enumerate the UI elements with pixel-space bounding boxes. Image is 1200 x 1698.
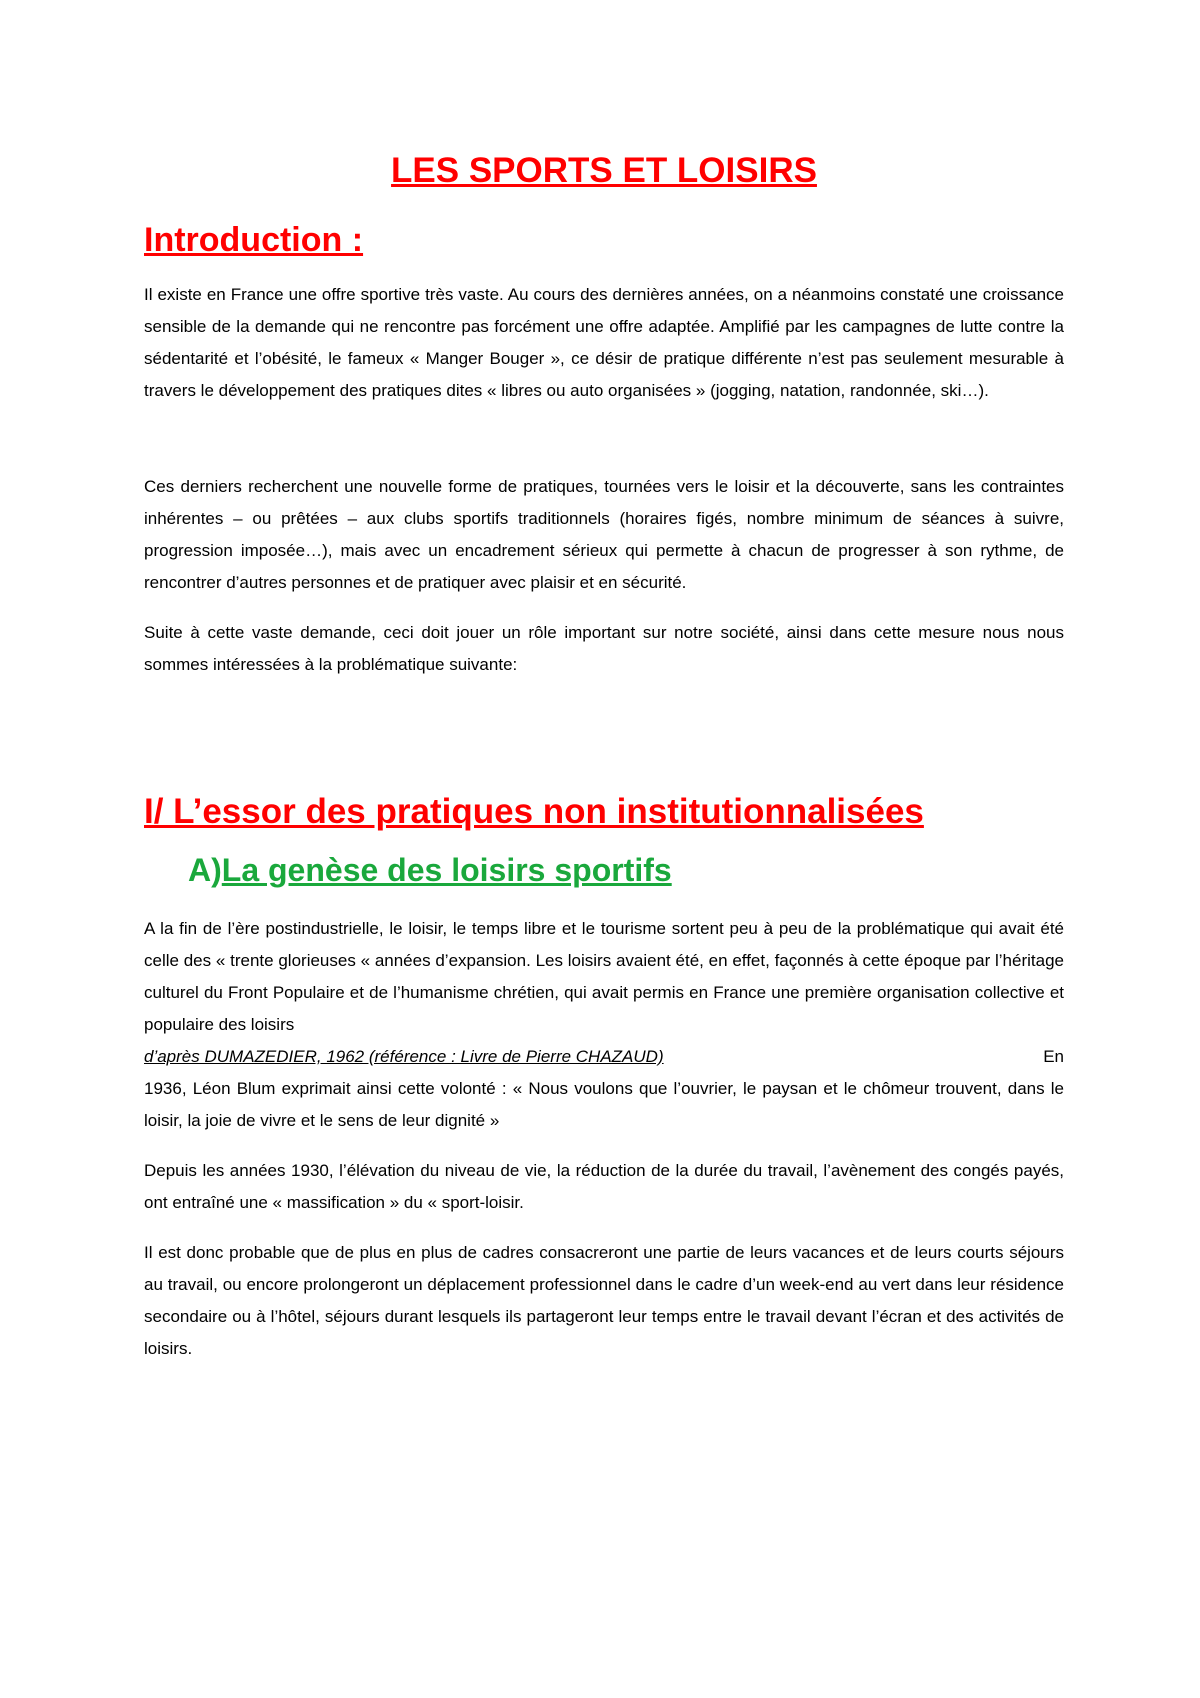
reference-line — [144, 1041, 1064, 1073]
document-title: LES SPORTS ET LOISIRS — [391, 151, 817, 190]
section-paragraph-1: A la fin de l’ère postindustrielle, le loisir, le temps libre et le tourisme sortent peu à peu de la problématique qui avait été celle des « trente glorieuses « années d’expansion. Les loisirs avaient été, en effet, façonnés à cette époque par l’héritage culturel du Front Populaire et de l’humanisme chrétien, qui avait permis en France une première organisation collective et populaire des loisirs — [144, 919, 1064, 1035]
intro-paragraph-1: Il existe en France une offre sportive très vaste. Au cours des dernières années, on a néanmoins constaté une croissance sensible de la demande qui ne rencontre pas forcément une offre adaptée. Amplifié par les campagnes de lutte contre la sédentarité et l’obésité, le fameux « Manger Bouger », ce désir de pratique différente n’est pas seulement mesurable à travers le développement des pratiques dites « libres ou auto organisées » (jogging, natation, randonnée, ski…). — [144, 284, 1064, 400]
introduction-heading: Introduction : — [144, 221, 364, 259]
subsection-letter: A) — [188, 851, 222, 888]
intro-paragraph-3: Suite à cette vaste demande, ceci doit jouer un rôle important sur notre société, ainsi dans cette mesure nous nous sommes intéressées à la problématique suivante: — [144, 622, 1064, 674]
reference-trailing-word: En — [1043, 1047, 1064, 1067]
subsection-title: La genèse des loisirs sportifs — [221, 851, 672, 888]
intro-paragraph-2: Ces derniers recherchent une nouvelle forme de pratiques, tournées vers le loisir et la découverte, sans les contraintes inhérentes – ou prêtées – aux clubs sportifs traditionnels (horaires figés, nombre minimum de séances à suivre, progression imposée…), mais avec un encadrement sérieux qui permette à chacun de progresser à son rythme, de rencontrer d’autres personnes et de pratiquer avec plaisir et en sécurité. — [144, 476, 1064, 592]
section-paragraph-3: Il est donc probable que de plus en plus de cadres consacreront une partie de leurs vacances et de leurs courts séjours au travail, ou encore prolongeront un déplacement professionnel dans le cadre d’un week-end au vert dans leur résidence secondaire ou à l’hôtel, séjours durant lesquels ils partageront leur temps entre le travail devant l’écran et des activités de loisirs. — [144, 1243, 1064, 1359]
section-heading: I/ L’essor des pratiques non institutionnalisées — [144, 791, 924, 831]
subsection-heading — [188, 851, 1064, 889]
section-paragraph-1-continued: 1936, Léon Blum exprimait ainsi cette volonté : « Nous voulons que l’ouvrier, le paysan et le chômeur trouvent, dans le loisir, la joie de vivre et le sens de leur dignité » — [144, 1079, 1064, 1131]
reference-citation: d’après DUMAZEDIER, 1962 (référence : Livre de Pierre CHAZAUD) — [144, 1047, 664, 1067]
section-paragraph-2: Depuis les années 1930, l’élévation du niveau de vie, la réduction de la durée du travail, l’avènement des congés payés, ont entraîné une « massification » du « sport-loisir. — [144, 1161, 1064, 1213]
document-content — [144, 150, 1064, 1365]
